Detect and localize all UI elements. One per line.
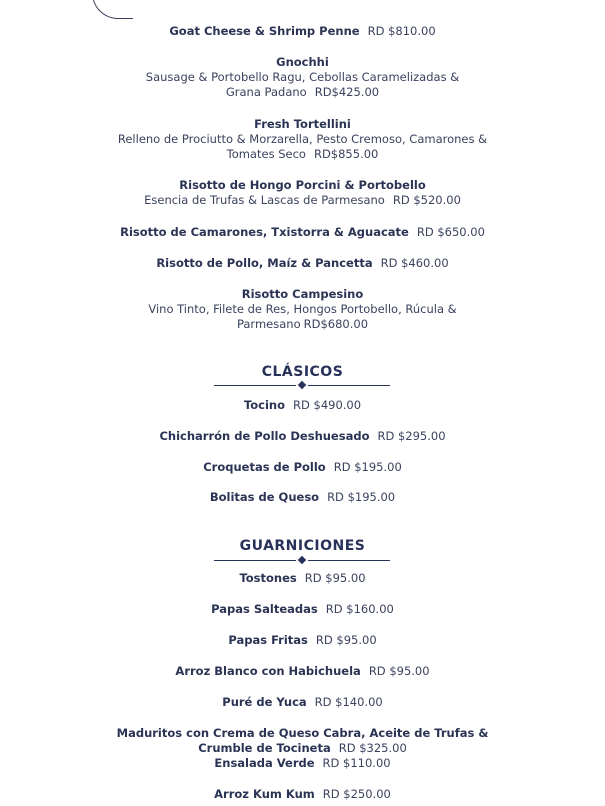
menu-item-papas-fritas [0,633,605,648]
item-price: RD $520.00 [392,193,461,207]
item-name: Arroz Kum Kum [214,787,315,801]
item-name: Ensalada Verde [214,756,315,770]
section-title-guarniciones: GUARNICIONES [239,538,366,554]
divider-line [214,560,296,561]
item-description: Grana Padano [225,85,307,99]
section-divider-ornament [214,556,390,566]
section-title-clasicos: CLÁSICOS [261,364,344,380]
item-name: Tocino [243,398,285,412]
menu-item-risotto-camarones [0,225,605,240]
divider-diamond [298,381,306,389]
item-price: RD $490.00 [293,398,362,412]
menu-item-goat-cheese-penne [0,24,605,39]
menu-item-risotto-campesino [0,287,605,332]
menu-item-risotto-pollo [0,256,605,271]
menu-item-ensalada-verde [0,756,605,771]
item-price: RD $460.00 [380,256,449,270]
menu-item-chicharron [0,429,605,444]
item-name: Crumble de Tocineta [198,741,331,755]
item-name: Bolitas de Queso [209,490,320,504]
menu-item-maduritos [0,726,605,756]
item-price: RD $110.00 [322,756,391,770]
item-name: Papas Fritas [228,633,308,647]
menu-item-croquetas [0,460,605,475]
menu-item-gnochhi [0,55,605,100]
item-price: RD $95.00 [304,571,366,585]
menu-item-risotto-hongo [0,178,605,208]
item-name: Risotto de Camarones, Txistorra & Aguacate [120,225,409,239]
item-price: RD $195.00 [333,460,402,474]
menu-item-papas-salteadas [0,602,605,617]
item-price: RD $95.00 [315,633,377,647]
item-description: Vino Tinto, Filete de Res, Hongos Portobello, Rúcula & [148,302,457,316]
divider-line [214,385,296,386]
item-description: Tomates Seco [226,147,306,161]
item-price: RD $650.00 [416,225,485,239]
menu-item-pure-yuca [0,695,605,710]
menu-item-fresh-tortellini [0,117,605,162]
menu-item-tocino [0,398,605,413]
item-name: Chicharrón de Pollo Deshuesado [159,429,370,443]
item-price: RD $195.00 [327,490,396,504]
item-price: RD$680.00 [303,317,369,331]
item-name: Risotto de Hongo Porcini & Portobello [179,178,426,192]
item-name: Goat Cheese & Shrimp Penne [169,24,360,38]
divider-diamond [298,556,306,564]
item-description: Relleno de Prociutto & Morzarella, Pesto Cremoso, Camarones & [117,132,488,146]
item-description: Parmesano [236,317,301,331]
item-name: Risotto Campesino [241,287,364,301]
item-price: RD $810.00 [367,24,436,38]
item-description: Sausage & Portobello Ragu, Cebollas Caramelizadas & [145,70,460,84]
item-price: RD$425.00 [314,85,380,99]
divider-line [308,385,390,386]
item-price: RD $295.00 [377,429,446,443]
section-divider-ornament [214,381,390,391]
item-price: RD $325.00 [338,741,407,755]
item-name: Gnochhi [276,55,329,69]
item-name: Fresh Tortellini [254,117,351,131]
item-name: Croquetas de Pollo [203,460,326,474]
item-price: RD$855.00 [313,147,379,161]
item-name: Puré de Yuca [222,695,307,709]
item-price: RD $140.00 [314,695,383,709]
item-name: Risotto de Pollo, Maíz & Pancetta [156,256,373,270]
item-name: Papas Salteadas [211,602,318,616]
item-name: Arroz Blanco con Habichuela [175,664,361,678]
corner-flourish-decoration [92,0,133,19]
item-price: RD $160.00 [325,602,394,616]
menu-item-tostones [0,571,605,586]
menu-item-bolitas [0,490,605,505]
item-price: RD $250.00 [322,787,391,801]
divider-line [308,560,390,561]
item-name: Tostones [239,571,297,585]
item-description: Esencia de Trufas & Lascas de Parmesano [144,193,385,207]
item-price: RD $95.00 [368,664,430,678]
menu-item-arroz-kum-kum [0,787,605,802]
menu-item-arroz-blanco [0,664,605,679]
item-name: Maduritos con Crema de Queso Cabra, Aceite de Trufas & [116,726,489,740]
